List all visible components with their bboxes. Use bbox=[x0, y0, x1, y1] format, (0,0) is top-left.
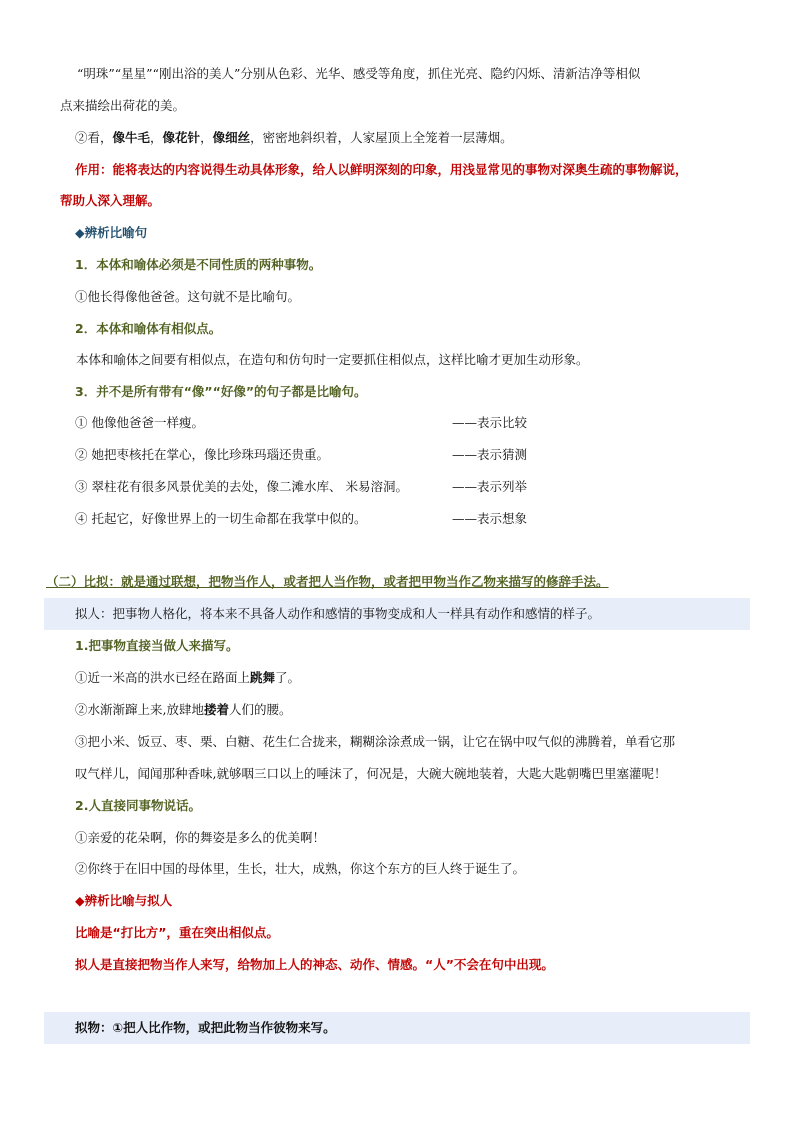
example-2-post: 人们的腰。 bbox=[229, 702, 292, 717]
personification-example-5: ②你终于在旧中国的母体里，生长，壮大，成熟，你这个东方的巨人终于诞生了。 bbox=[75, 861, 526, 876]
example-1-bold: 跳舞 bbox=[250, 670, 276, 685]
analogy-section-title: （二）比拟：就是通过联想，把物当作人，或者把人当作物，或者把甲物当作乙物来描写的修辞手法。 bbox=[46, 574, 609, 589]
simile-point-2-text: 本体和喻体之间要有相似点，在造句和仿句时一定要抓住相似点，这样比喻才更加生动形象。 bbox=[76, 352, 589, 367]
simile-example-tag: ——表示列举 bbox=[452, 479, 528, 494]
simile-example-tag: ——表示比较 bbox=[452, 415, 528, 430]
compare-simile: 比喻是“打比方”，重在突出相似点。 bbox=[75, 925, 279, 940]
simile-example-text: ① 他像他爸爸一样瘦。 bbox=[75, 415, 204, 430]
simile-point-3-title: 3．并不是所有带有“像”“好像”的句子都是比喻句。 bbox=[75, 384, 367, 399]
personification-definition: 拟人：把事物人格化，将本来不具备人动作和感情的事物变成和人一样具有动作和感情的样子。 bbox=[75, 606, 601, 621]
effect-line-2: 帮助人深入理解。 bbox=[60, 193, 161, 208]
personification-point-2-title: 2.人直接同事物说话。 bbox=[75, 798, 201, 813]
simile-example-row bbox=[75, 414, 535, 432]
example-rain-bold-1: 像牛毛 bbox=[112, 130, 151, 145]
intro-line-2: 点来描绘出荷花的美。 bbox=[60, 98, 186, 113]
personification-example-4: ①亲爱的花朵啊，你的舞姿是多么的优美啊！ bbox=[75, 830, 326, 845]
personification-example-3-line-1: ③把小米、饭豆、枣、栗、白糖、花生仁合拢来，糊糊涂涂煮成一锅，让它在锅中叹气似的沸腾着，单看它那 bbox=[75, 734, 676, 749]
example-rain-prefix: ②看， bbox=[75, 130, 113, 145]
example-rain-sep-2: ， bbox=[200, 130, 213, 145]
intro-line-1: “明珠”“星星”“刚出浴的美人”分别从色彩、光华、感受等角度，抓住光亮、隐约闪烁、清新洁净等相似 bbox=[77, 66, 641, 81]
example-1-pre: ①近一米高的洪水已经在路面上 bbox=[75, 670, 251, 685]
personification-example-2 bbox=[75, 701, 292, 719]
example-rain-sep-1: ， bbox=[150, 130, 163, 145]
object-analogy-text: 拟物：①把人比作物，或把此物当作彼物来写。 bbox=[75, 1020, 336, 1035]
simile-example-text: ④ 托起它，好像世界上的一切生命都在我掌中似的。 bbox=[75, 511, 367, 526]
example-rain-bold-2: 像花针 bbox=[162, 130, 201, 145]
simile-example-row bbox=[75, 446, 535, 464]
simile-example-text: ③ 翠柱花有很多风景优美的去处，像二滩水库、 米易溶洞。 bbox=[75, 479, 408, 494]
simile-point-2-title: 2．本体和喻体有相似点。 bbox=[75, 321, 222, 336]
example-rain bbox=[75, 129, 513, 147]
example-rain-rest: ，密密地斜织着，人家屋顶上全笼着一层薄烟。 bbox=[250, 130, 513, 145]
simile-point-1-title: 1．本体和喻体必须是不同性质的两种事物。 bbox=[75, 257, 322, 272]
example-2-bold: 搂着 bbox=[203, 702, 229, 717]
example-2-pre: ②水渐渐蹿上来,放肆地 bbox=[75, 702, 204, 717]
simile-analysis-heading: ◆辨析比喻句 bbox=[75, 225, 148, 240]
simile-example-row bbox=[75, 510, 535, 528]
example-rain-bold-3: 像细丝 bbox=[212, 130, 251, 145]
simile-example-tag: ——表示想象 bbox=[452, 511, 528, 526]
compare-heading: ◆辨析比喻与拟人 bbox=[75, 893, 173, 908]
example-1-post: 了。 bbox=[275, 670, 301, 685]
simile-example-row bbox=[75, 478, 535, 496]
personification-example-1 bbox=[75, 669, 300, 687]
effect-line-1: 作用：能将表达的内容说得生动具体形象，给人以鲜明深刻的印象，用浅显常见的事物对深奥生疏的事物解说， bbox=[75, 162, 688, 177]
simile-point-1-example: ①他长得像他爸爸。这句就不是比喻句。 bbox=[75, 289, 301, 304]
simile-example-text: ② 她把枣核托在掌心，像比珍珠玛瑙还贵重。 bbox=[75, 447, 329, 462]
compare-personification: 拟人是直接把物当作人来写，给物加上人的神态、动作、情感。“人”不会在句中出现。 bbox=[75, 957, 554, 972]
personification-example-3-line-2: 叹气样儿，闻闻那种香味,就够咽三口以上的唾沫了，何况是，大碗大碗地装着，大匙大匙朝嘴巴里塞灌呢！ bbox=[75, 766, 667, 781]
personification-point-1-title: 1.把事物直接当做人来描写。 bbox=[75, 638, 239, 653]
simile-example-tag: ——表示猜测 bbox=[452, 447, 528, 462]
